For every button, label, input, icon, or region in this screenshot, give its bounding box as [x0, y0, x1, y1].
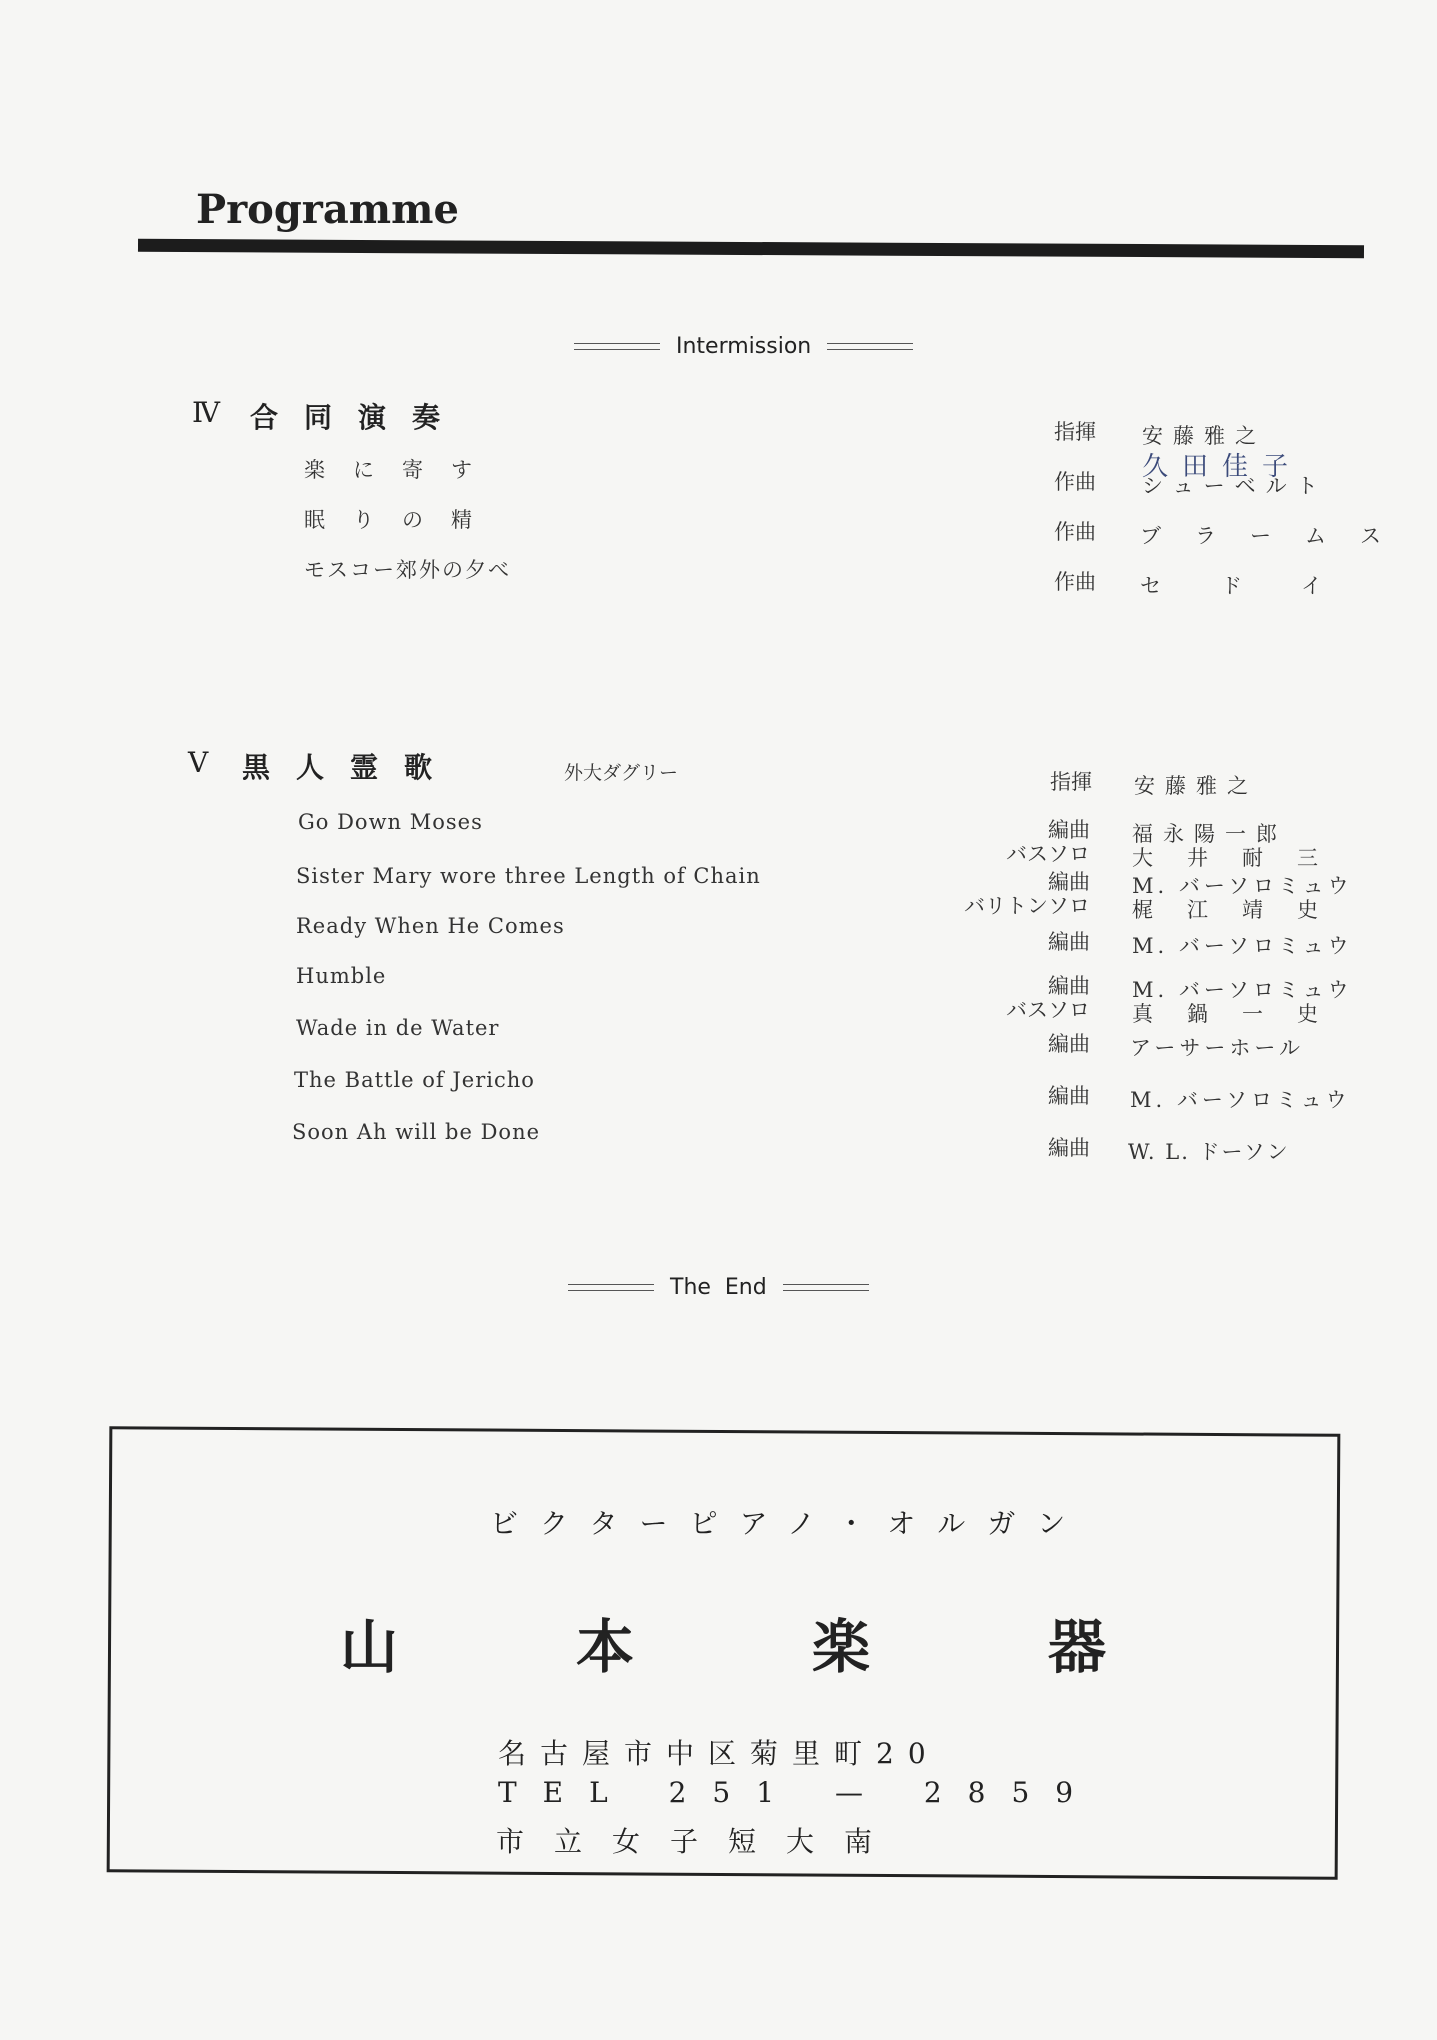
- section-5-item-2-name: M. バーソロミュウ: [1132, 874, 1353, 898]
- section-5-item-6-name: M. バーソロミュウ: [1130, 1088, 1351, 1112]
- section-5-item-1-solo-role: バスソロ: [1006, 842, 1090, 866]
- section-5-item-4-solo-role: バスソロ: [1006, 998, 1090, 1022]
- section-5-item-4-role: 編曲: [1048, 974, 1090, 998]
- section-5-item-3-name: M. バーソロミュウ: [1132, 934, 1353, 958]
- advert-telephone: TEL 251 — 2859: [498, 1776, 1100, 1809]
- section-5-item-3-role: 編曲: [1048, 930, 1090, 954]
- section-5-item-7-title: Soon Ah will be Done: [292, 1120, 541, 1144]
- end-label: The End: [670, 1275, 767, 1300]
- section-5-item-2-title: Sister Mary wore three Length of Chain: [296, 864, 761, 888]
- advert-tagline: ビクターピアノ・オルガン: [490, 1507, 1088, 1540]
- section-5-item-1-name: 福永陽一郎: [1132, 822, 1287, 846]
- section-5-item-2-solo-role: バリトンソロ: [964, 894, 1090, 918]
- section-5-title: 黒人霊歌: [242, 751, 459, 784]
- section-4-title: 合同演奏: [250, 401, 467, 434]
- section-5-item-5-title: Wade in de Water: [296, 1016, 500, 1040]
- section-5-item-7-role: 編曲: [1048, 1136, 1090, 1160]
- section-4-item-2-name: ブラームス: [1140, 524, 1415, 548]
- divider-line: [783, 1284, 869, 1291]
- section-5-item-1-title: Go Down Moses: [298, 810, 483, 834]
- intermission-label: Intermission: [676, 334, 812, 359]
- title-rule: [138, 239, 1364, 258]
- section-5-item-1-role: 編曲: [1048, 818, 1090, 842]
- section-5-performer-note: 外大ダグリー: [564, 762, 679, 784]
- section-4-item-3-role: 作曲: [1054, 570, 1096, 594]
- section-4-item-3-name: セドイ: [1140, 574, 1382, 598]
- section-5-conductor-name: 安藤雅之: [1134, 774, 1258, 798]
- section-4-item-2-title: 眠りの精: [304, 508, 500, 532]
- section-5-item-2-solo-name: 梶江靖史: [1132, 898, 1352, 922]
- section-5-conductor-role: 指揮: [1050, 770, 1092, 794]
- section-4-conductor-role: 指揮: [1054, 420, 1096, 444]
- section-5-item-2-role: 編曲: [1048, 870, 1090, 894]
- intermission-divider: [574, 334, 913, 359]
- section-4-item-3-title: モスコー郊外の夕べ: [304, 558, 511, 582]
- section-4-item-2-role: 作曲: [1054, 520, 1096, 544]
- divider-line: [574, 343, 660, 350]
- end-divider: [568, 1275, 869, 1300]
- section-4-item-1-title: 楽に寄す: [304, 458, 500, 482]
- section-5-item-4-name: M. バーソロミュウ: [1132, 978, 1353, 1002]
- section-5-item-4-solo-name: 真鍋一史: [1132, 1002, 1352, 1026]
- section-5-item-6-title: The Battle of Jericho: [294, 1068, 535, 1092]
- section-5-item-7-name: W. L. ドーソン: [1128, 1140, 1290, 1164]
- section-5-item-5-role: 編曲: [1048, 1032, 1090, 1056]
- divider-line: [568, 1284, 654, 1291]
- section-4-item-1-role: 作曲: [1054, 470, 1096, 494]
- divider-line: [827, 343, 913, 350]
- section-5-item-1-solo-name: 大井耐三: [1132, 846, 1352, 870]
- section-4-handwritten-name: 久田佳子: [1142, 452, 1303, 482]
- section-4-item-1-name: シューベルト: [1142, 474, 1328, 498]
- section-4-number: Ⅳ: [192, 396, 220, 429]
- advert-location: 市立女子短大南: [496, 1825, 903, 1858]
- section-5-item-6-role: 編曲: [1048, 1084, 1090, 1108]
- advert-company-name: 山本楽器: [340, 1613, 1285, 1681]
- page-title: Programme: [196, 186, 459, 233]
- section-5-item-5-name: アーサーホール: [1130, 1036, 1304, 1060]
- section-5-number: Ⅴ: [188, 746, 209, 779]
- section-5-item-3-title: Ready When He Comes: [296, 914, 565, 938]
- advert-address: 名古屋市中区菊里町20: [498, 1737, 940, 1770]
- section-5-item-4-title: Humble: [296, 964, 387, 988]
- section-4-conductor-name: 安藤雅之: [1142, 424, 1266, 448]
